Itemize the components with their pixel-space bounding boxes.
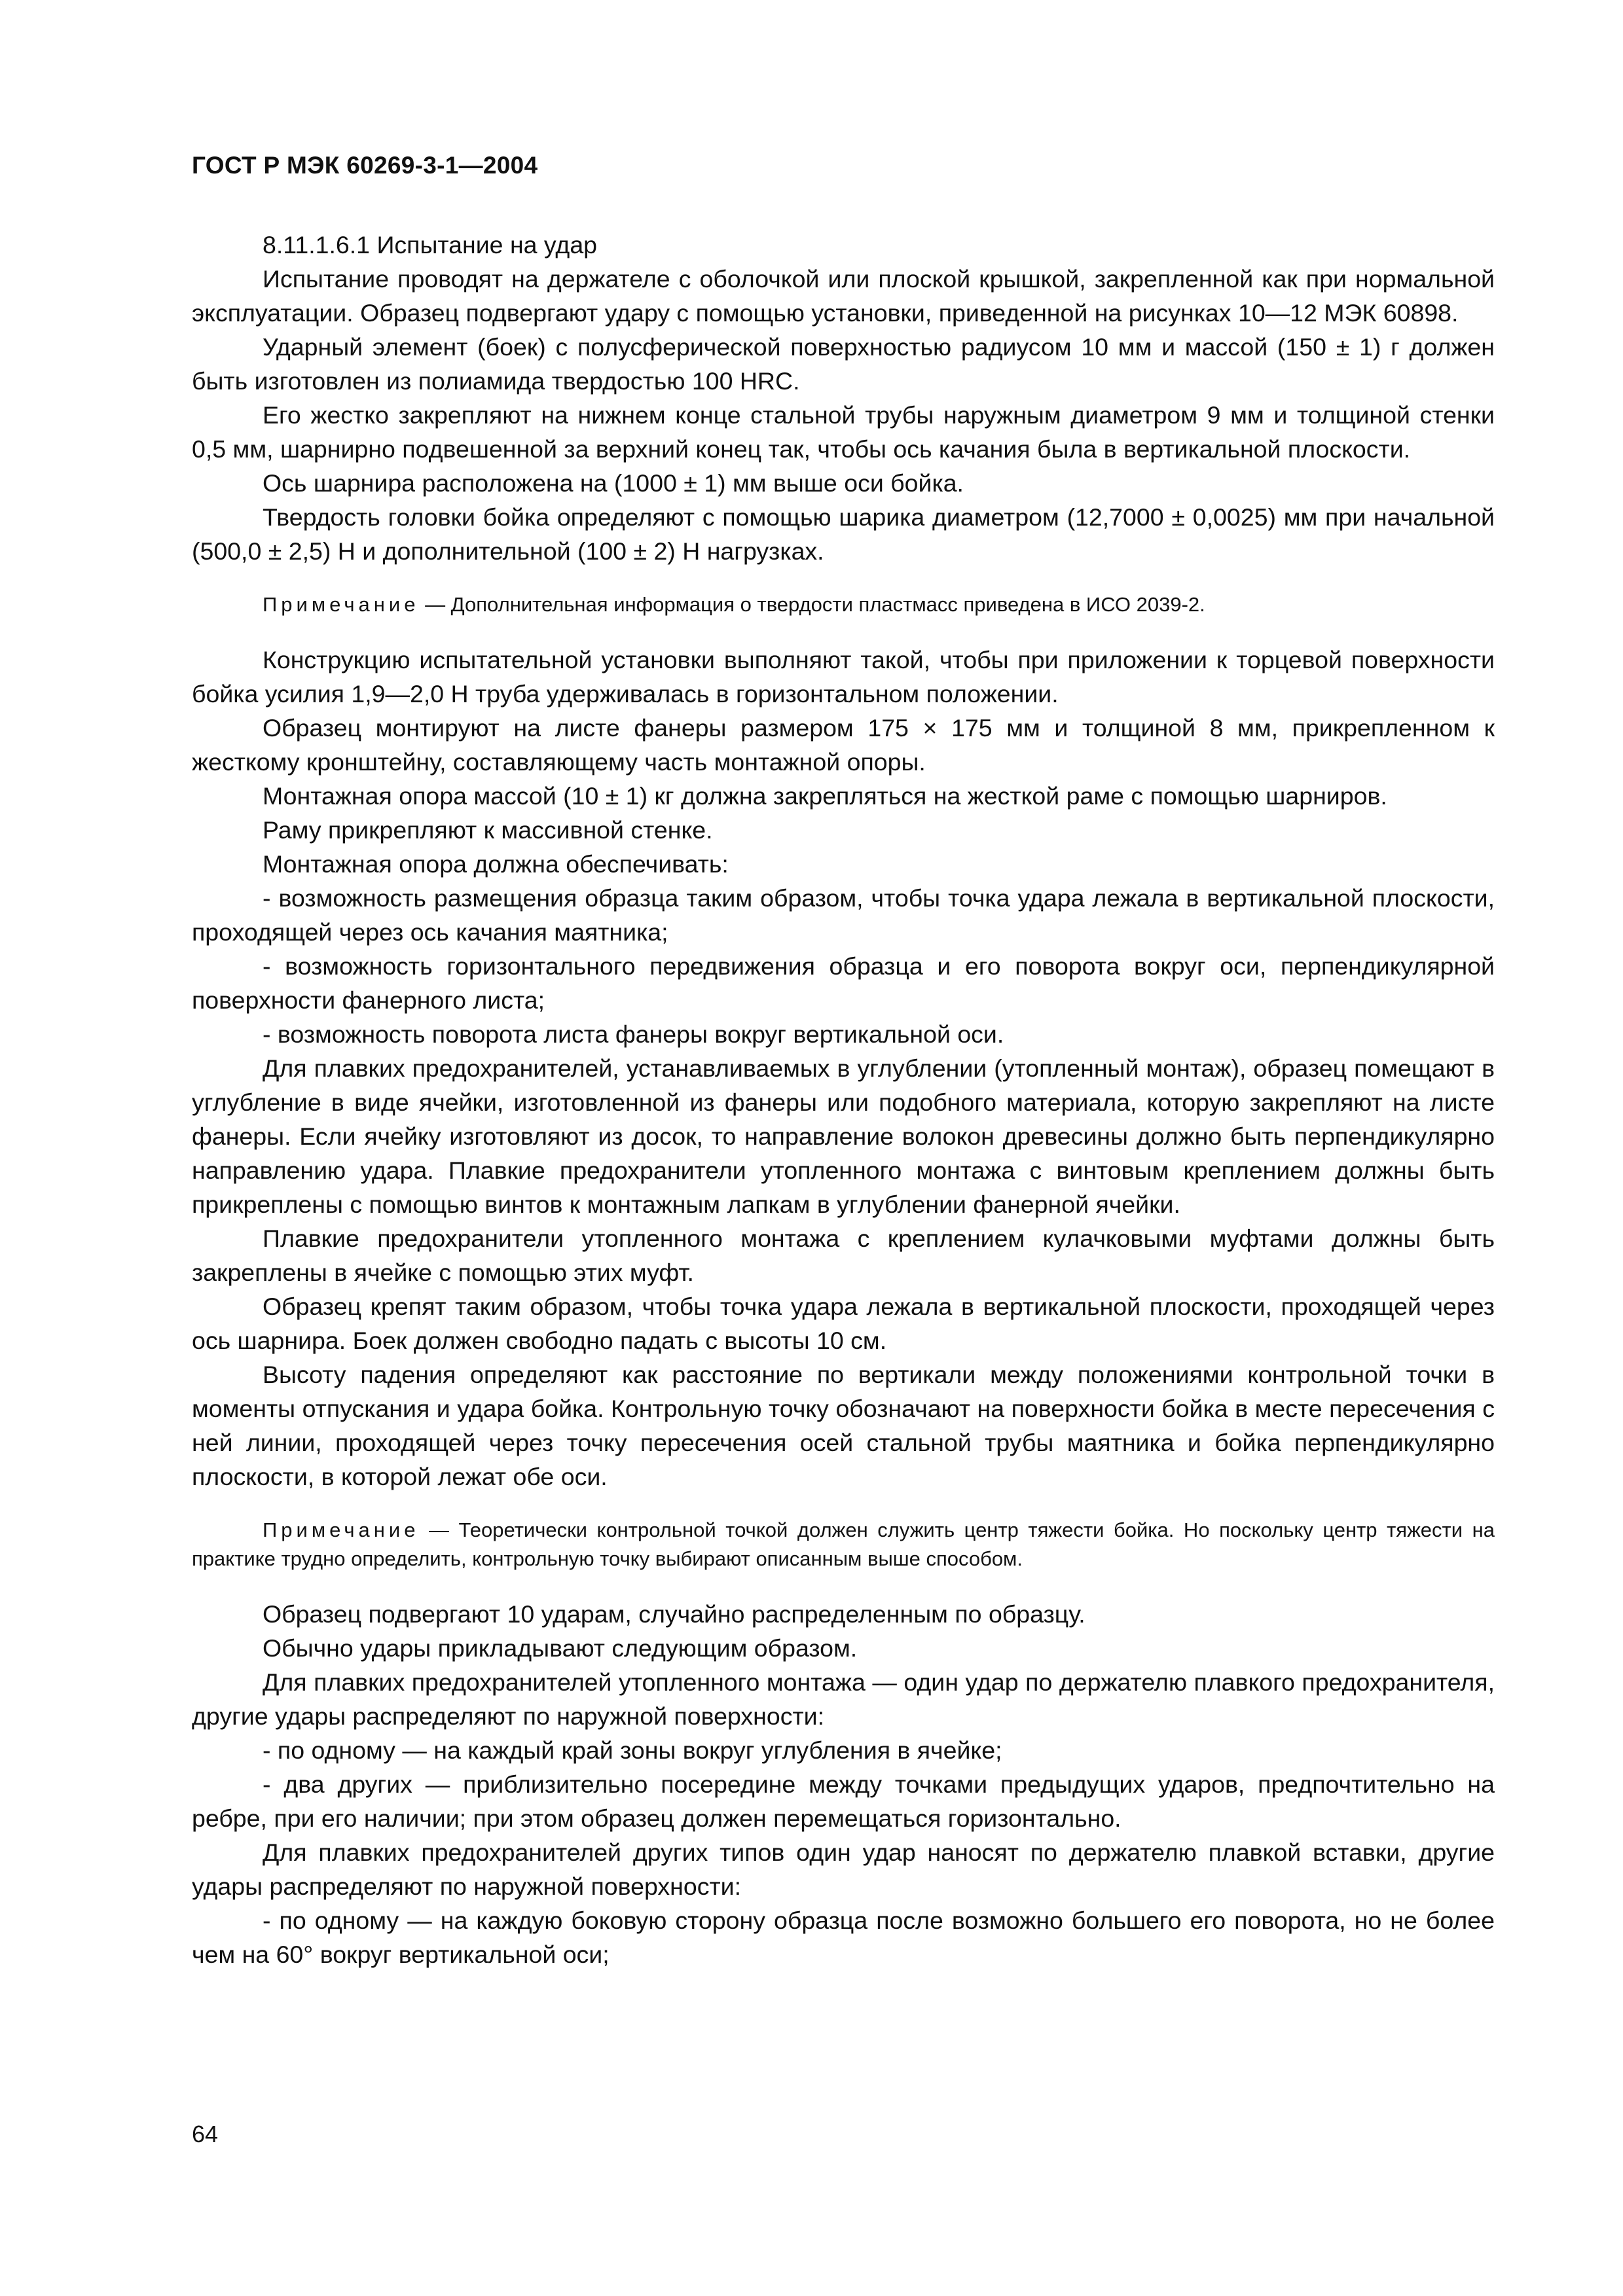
document-body — [192, 228, 1495, 1971]
list-item: - два других — приблизительно посередине между точками предыдущих ударов, предпочтительно на ребре, при его наличии; при этом образец должен перемещаться горизонтально. — [192, 1770, 1495, 1832]
list-item: - возможность горизонтального передвижения образца и его поворота вокруг оси, перпендикулярной поверхности фанерного листа; — [192, 952, 1495, 1014]
note-text: — Теоретически контрольной точкой должен служить центр тяжести бойка. Но поскольку центр тяжести на практике трудно определить, контрольную точку выбирают описанным выше способом. — [192, 1518, 1495, 1570]
paragraph: Плавкие предохранители утопленного монтажа с креплением кулачковыми муфтами должны быть закреплены в ячейке с помощью этих муфт. — [192, 1225, 1495, 1286]
page-number: 64 — [192, 2121, 219, 2147]
paragraph: Для плавких предохранителей других типов один удар наносят по держателю плавкой вставки, другие удары распределяют по наружной поверхности: — [192, 1839, 1495, 1900]
paragraph: Монтажная опора должна обеспечивать: — [263, 850, 729, 878]
note-label: Примечание — [263, 1518, 420, 1541]
paragraph: Для плавких предохранителей, устанавливаемых в углублении (утопленный монтаж), образец помещают в углубление в виде ячейки, изготовленной из фанеры или подобного материала, которую закрепляют на листе фанеры. Если ячейку изготовляют из досок, то направление волокон древесины должно быть перпендикулярно направлению удара. Плавкие предохранители утопленного монтажа с винтовым креплением должны быть прикреплены с помощью винтов к монтажным лапкам в углублении фанерной ячейки. — [192, 1054, 1495, 1218]
paragraph: Ось шарнира расположена на (1000 ± 1) мм выше оси бойка. — [263, 469, 964, 497]
document-header: ГОСТ Р МЭК 60269-3-1—2004 — [192, 152, 538, 179]
paragraph: Его жестко закрепляют на нижнем конце стальной трубы наружным диаметром 9 мм и толщиной стенки 0,5 мм, шарнирно подвешенной за верхний конец так, чтобы ось качания была в вертикальной плоскости. — [192, 401, 1495, 463]
paragraph: Твердость головки бойка определяют с помощью шарика диаметром (12,7000 ± 0,0025) мм при начальной (500,0 ± 2,5) Н и дополнительной (100 ± 2) Н нагрузках. — [192, 503, 1495, 565]
note — [192, 590, 1495, 619]
paragraph: Образец монтируют на листе фанеры размером 175 × 175 мм и толщиной 8 мм, прикрепленном к жесткому кронштейну, составляющему часть монтажной опоры. — [192, 714, 1495, 776]
paragraph: Раму прикрепляют к массивной стенке. — [263, 816, 713, 844]
section-heading: 8.11.1.6.1 Испытание на удар — [263, 231, 598, 259]
list-item: - по одному — на каждый край зоны вокруг углубления в ячейке; — [263, 1736, 1002, 1764]
list-item: - возможность поворота листа фанеры вокруг вертикальной оси. — [263, 1020, 1004, 1048]
list-item: - по одному — на каждую боковую сторону образца после возможно большего его поворота, но не более чем на 60° вокруг вертикальной оси; — [192, 1907, 1495, 1968]
paragraph: Монтажная опора массой (10 ± 1) кг должна закрепляться на жесткой раме с помощью шарниров. — [263, 782, 1387, 810]
list-item: - возможность размещения образца таким образом, чтобы точка удара лежала в вертикальной плоскости, проходящей через ось качания маятника; — [192, 884, 1495, 946]
paragraph: Образец крепят таким образом, чтобы точка удара лежала в вертикальной плоскости, проходящей через ось шарнира. Боек должен свободно падать с высоты 10 см. — [192, 1293, 1495, 1354]
paragraph: Испытание проводят на держателе с оболочкой или плоской крышкой, закрепленной как при нормальной эксплуатации. Образец подвергают удару с помощью установки, приведенной на рисунках 10—12 МЭК 60898. — [192, 265, 1495, 327]
paragraph: Высоту падения определяют как расстояние по вертикали между положениями контрольной точки в моменты отпускания и удара бойка. Контрольную точку обозначают на поверхности бойка в месте пересечения с ней линии, проходящей через точку пересечения осей стальной трубы маятника и бойка перпендикулярно плоскости, в которой лежат обе оси. — [192, 1361, 1495, 1490]
paragraph: Обычно удары прикладывают следующим образом. — [263, 1634, 858, 1662]
paragraph: Ударный элемент (боек) с полусферической поверхностью радиусом 10 мм и массой (150 ± 1) г должен быть изготовлен из полиамида твердостью 100 HRC. — [192, 333, 1495, 395]
note — [192, 1516, 1495, 1573]
note-text: — Дополнительная информация о твердости пластмасс приведена в ИСО 2039-2. — [425, 593, 1205, 616]
paragraph: Конструкцию испытательной установки выполняют такой, чтобы при приложении к торцевой поверхности бойка усилия 1,9—2,0 Н труба удерживалась в горизонтальном положении. — [192, 646, 1495, 708]
paragraph: Образец подвергают 10 ударам, случайно распределенным по образцу. — [263, 1600, 1085, 1628]
note-label: Примечание — [263, 593, 420, 616]
paragraph: Для плавких предохранителей утопленного монтажа — один удар по держателю плавкого предохранителя, другие удары распределяют по наружной поверхности: — [192, 1668, 1495, 1730]
